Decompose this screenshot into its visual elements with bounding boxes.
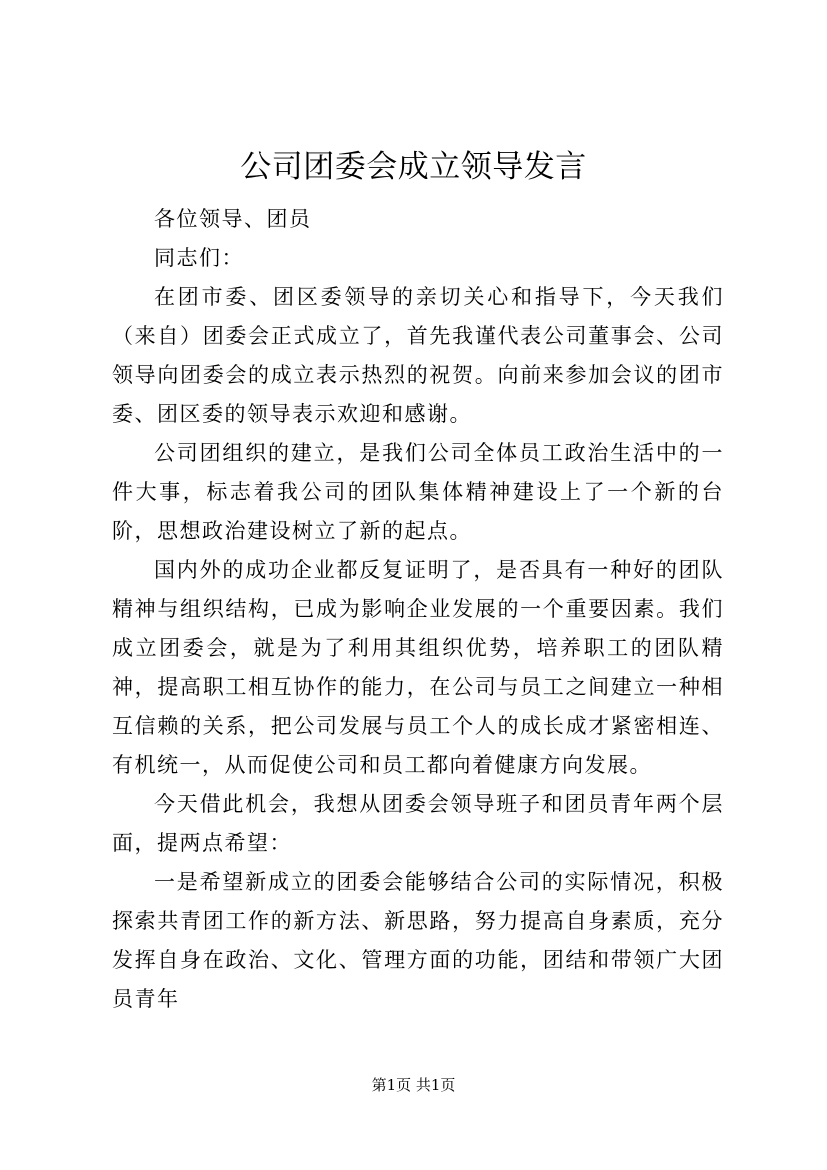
paragraph: 一是希望新成立的团委会能够结合公司的实际情况，积极探索共青团工作的新方法、新思路，努力提高自身素质，充分发挥自身在政治、文化、管理方面的功能，团结和带领广大团员青年 xyxy=(112,870,724,1011)
salutation-line-2: 同志们： xyxy=(154,246,244,270)
paragraph: 公司团组织的建立，是我们公司全体员工政治生活中的一件大事，标志着我公司的团队集体精神建设上了一个新的台阶，思想政治建设树立了新的起点。 xyxy=(112,441,724,543)
paragraph: 今天借此机会，我想从团委会领导班子和团员青年两个层面，提两点希望： xyxy=(112,792,724,855)
salutation-line-1: 各位领导、团员 xyxy=(154,207,312,231)
document-body xyxy=(112,200,724,1019)
paragraph: 在团市委、团区委领导的亲切关心和指导下，今天我们（来自）团委会正式成立了，首先我谨代表公司董事会、公司领导向团委会的成立表示热烈的祝贺。向前来参加会议的团市委、团区委的领导表示欢迎和感谢。 xyxy=(112,285,724,426)
paragraph: 国内外的成功企业都反复证明了，是否具有一种好的团队精神与组织结构，已成为影响企业发展的一个重要因素。我们成立团委会，就是为了利用其组织优势，培养职工的团队精神，提高职工相互协作的能力，在公司与员工之间建立一种相互信赖的关系，把公司发展与员工个人的成长成才紧密相连、有机统一，从而促使公司和员工都向着健康方向发展。 xyxy=(112,558,724,777)
page-footer: 第1页 共1页 xyxy=(371,1076,456,1094)
document-title: 公司团委会成立领导发言 xyxy=(240,149,587,185)
